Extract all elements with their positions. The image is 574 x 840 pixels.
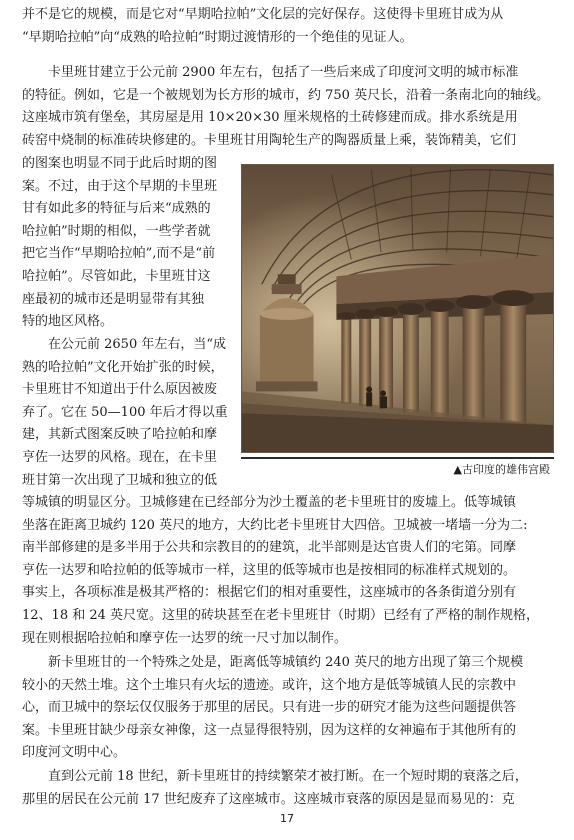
paragraph-new-kalibangan xyxy=(22,652,554,765)
text-line: 南半部修建的是多半用于公共和宗教目的的建筑，北半部则是达官贵人们的宅第。同摩 xyxy=(22,540,517,556)
paragraph-rebuild xyxy=(22,492,554,650)
text-line: 心，而卫城中的祭坛仅仅服务于那里的居民。只有进一步的研究才能为这些问题提供答 xyxy=(22,700,517,716)
text-line: 坐落在距离卫城约 120 英尺的地方，大约比老卡里班甘大四倍。卫城被一堵墙一分为二: xyxy=(22,517,528,533)
text-line: 亨佐一达罗的风格。现在，在卡里 xyxy=(22,449,218,465)
text-line: 这座城市筑有堡垒，其房屋是用 10×20×30 厘米规格的土砖修建而成。排水系统是用 xyxy=(22,110,518,126)
text-line: 12、18 和 24 英尺宽。这里的砖块甚至在老卡里班甘（时期）已经有了严格的制作规格， xyxy=(22,607,540,623)
text-line: 等城镇的明显区分。卫城修建在已经部分为沙土覆盖的老卡里班甘的废墟上。低等城镇 xyxy=(22,495,517,510)
paragraph-decline xyxy=(22,766,554,811)
text-line: 特的地区风格。 xyxy=(22,314,114,330)
text-line: 的图案也明显不同于此后时期的图 xyxy=(22,156,218,171)
page-number: 17 xyxy=(280,812,294,825)
text-line: 座最初的城市还是明显带有其独 xyxy=(22,291,205,307)
paragraph-intro xyxy=(22,4,554,49)
text-line: 直到公元前 18 世纪，新卡里班甘的持续繁荣才被打断。在一个短时期的衰落之后， xyxy=(48,769,528,784)
text-line: 印度河文明中心。 xyxy=(22,745,127,761)
text-line: 把它当作“早期哈拉帕”,而不是“前 xyxy=(22,246,216,262)
figure xyxy=(241,164,554,486)
paragraph-founding-wrap xyxy=(22,153,238,334)
text-line: 的特征。例如，它是一个被规划为长方形的城市，约 750 英尺长，沿着一条南北向的轴线。 xyxy=(22,87,550,103)
paragraph-rebuild-wrap xyxy=(22,334,238,492)
text-line: 较小的天然土堆。这个土堆只有火坛的遗迹。或许，这个地方是低等城镇人民的宗教中 xyxy=(22,677,517,693)
text-line: 哈拉帕”。尽管如此，卡里班甘这 xyxy=(22,268,211,284)
text-line: “早期哈拉帕”向“成熟的哈拉帕”时期过渡情形的一个绝佳的见证人。 xyxy=(22,29,413,45)
text-line: 亨佐一达罗和哈拉帕的低等城市一样，这里的低等城市也是按相同的标准样式规划的。 xyxy=(22,562,517,578)
paragraph-founding xyxy=(22,62,554,152)
text-line: 案。不过，由于这个早期的卡里班 xyxy=(22,178,218,194)
text-line: 事实上，各项标准是极其严格的：根据它们的相对重要性，这座城市的各条街道分别有 xyxy=(22,585,517,601)
text-line: 现在则根据哈拉帕和摩亨佐一达罗的统一尺寸加以制作。 xyxy=(22,630,348,646)
text-line: 弃了。它在 50—100 年后才得以重 xyxy=(22,404,228,420)
text-line: 哈拉帕”时期的相似，一些学者就 xyxy=(22,223,211,239)
text-line: 案。卡里班甘缺少母亲女神像，这一点显得很特别，因为这样的女神遍布于其他所有的 xyxy=(22,722,517,738)
text-line: 并不是它的规模，而是它对“早期哈拉帕”文化层的完好保存。这使得卡里班甘成为从 xyxy=(22,7,504,22)
text-line: 建，其新式图案反映了哈拉帕和摩 xyxy=(22,427,218,443)
text-line: 班甘第一次出现了卫城和独立的低 xyxy=(22,472,218,488)
figure-caption: ▲古印度的雄伟宫殿 xyxy=(453,463,550,476)
text-line: 甘有如此多的特征与后来“成熟的 xyxy=(22,201,211,217)
caption-rule xyxy=(241,457,554,459)
cave-temple-illustration-icon xyxy=(241,164,554,453)
text-line: 砖窑中烧制的标准砖块修建的。卡里班甘用陶轮生产的陶器质量上乘，装饰精美，它们 xyxy=(22,132,517,148)
text-line: 卡里班甘不知道出于什么原因被废 xyxy=(22,382,218,398)
text-line: 在公元前 2650 年左右，当“成 xyxy=(48,337,226,352)
text-line: 那里的居民在公元前 17 世纪废弃了这座城市。这座城市衰落的原因是显而易见的：克 xyxy=(22,791,515,807)
text-line: 新卡里班甘的一个特殊之处是，距离低等城镇约 240 英尺的地方出现了第三个规模 xyxy=(48,655,524,670)
text-line: 卡里班甘建立于公元前 2900 年左右，包括了一些后来成了印度河文明的城市标准 xyxy=(48,65,519,80)
text-line: 熟的哈拉帕”文化开始扩张的时候， xyxy=(22,359,224,375)
